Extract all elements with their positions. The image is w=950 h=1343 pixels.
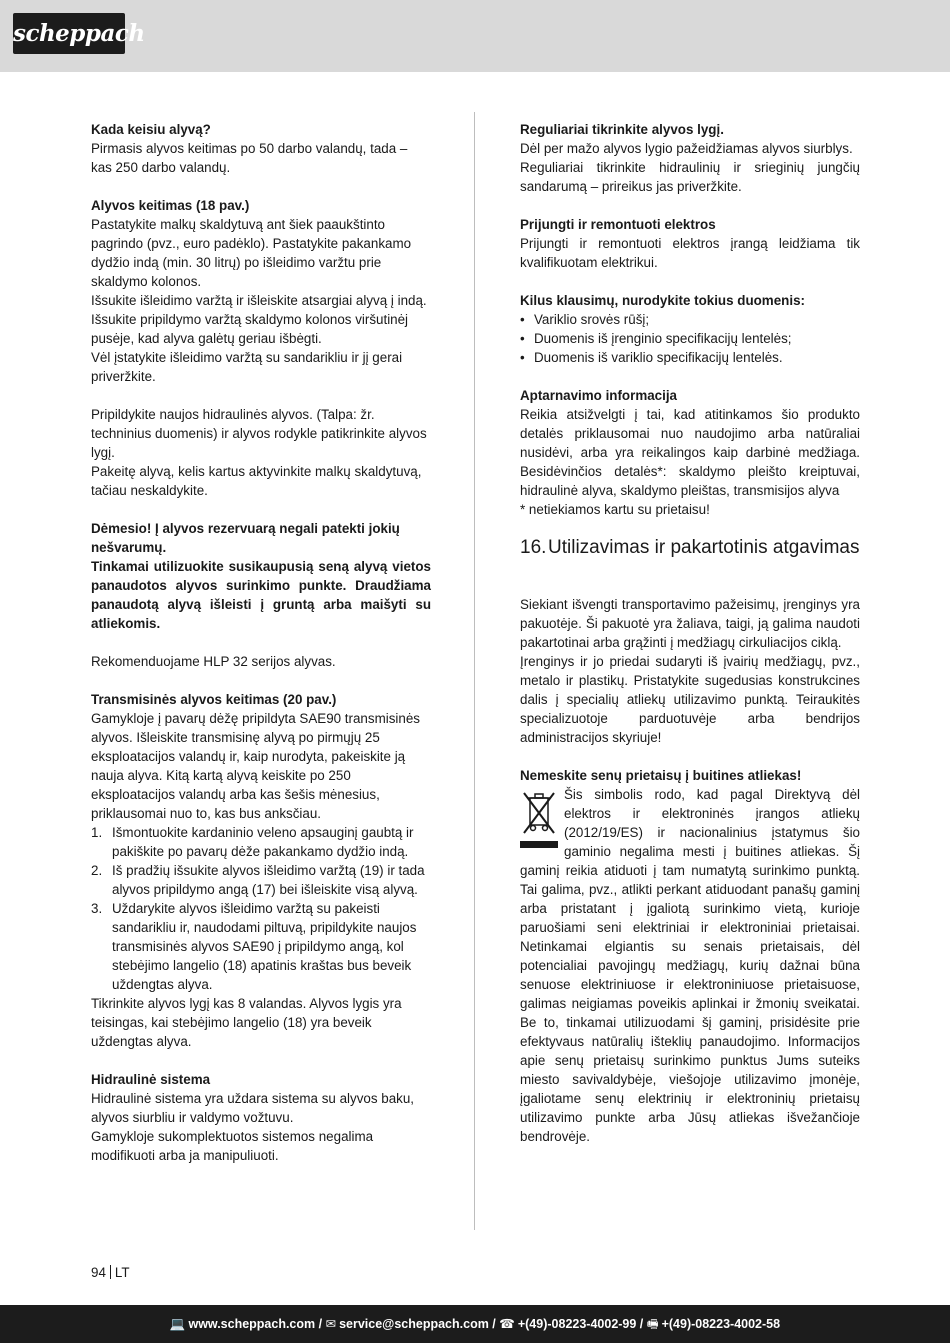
section-title-text: Utilizavimas ir pakartotinis atgavimas	[548, 537, 860, 558]
left-column	[91, 120, 431, 1165]
header-band	[0, 0, 950, 72]
heading-oil-change: Alyvos keitimas (18 pav.)	[91, 198, 250, 213]
paragraph: Išsukite pripildymo varžtą skaldymo kolonos viršutinėj pusėje, kad alyva galėtų geriau išbėgti.	[91, 312, 409, 346]
step-number: 2.	[91, 863, 103, 878]
section-title-16	[520, 538, 860, 557]
crossed-bin-icon	[520, 789, 558, 849]
step-number: 1.	[91, 825, 103, 840]
page-number	[91, 1265, 130, 1281]
fax-icon: 🖷	[646, 1317, 659, 1331]
footer-fax: +(49)-08223-4002-58	[661, 1317, 781, 1331]
step-text: Išmontuokite kardaninio veleno apsauginį gaubtą ir pakiškite po pavarų dėže pakankamo dydžio indą.	[112, 825, 414, 859]
step-text: Uždarykite alyvos išleidimo varžtą su pakeisti sandarikliu ir, naudodami piltuvą, pripildykite naujos transmisinės alyvos SAE90 į pripildymo angą, kol stebėjimo langelio (18) apatinis kraštas bus beveik uždengtas alyva.	[112, 901, 417, 992]
paragraph: Įrenginys ir jo priedai sudaryti iš įvairių medžiagų, pvz., metalo ir plastikų. Pristatykite sugedusias konstrukcines dalis į specialių atliekų utilizavimo punktą. Teiraukitės specializuotoje parduotuvėje arba bendrijos administracijos skyriuje!	[520, 654, 860, 745]
right-column	[520, 120, 860, 1146]
page-number-value: 94	[91, 1265, 106, 1280]
mail-icon: ✉	[325, 1317, 337, 1331]
paragraph: Prijungti ir remontuoti elektros įrangą leidžiama tik kvalifikuotam elektrikui.	[520, 236, 860, 270]
computer-icon: 💻	[169, 1317, 186, 1331]
paragraph: Rekomenduojame HLP 32 serijos alyvas.	[91, 654, 336, 669]
section-number: 16.	[520, 537, 547, 558]
footer-phone: +(49)-08223-4002-99 /	[517, 1317, 644, 1331]
paragraph: Tikrinkite alyvos lygį kas 8 valandas. Alyvos lygis yra teisingas, kai stebėjimo langelio (18) yra beveik uždengtas alyva.	[91, 996, 402, 1049]
paragraph: Pirmasis alyvos keitimas po 50 darbo valandų, tada – kas 250 darbo valandų.	[91, 141, 408, 175]
paragraph: Siekiant išvengti transportavimo pažeisimų, įrenginys yra pakuotėje. Ši pakuotė yra žaliava, taigi, ją galima naudoti pakartotinai arba grąžinti į medžiagų cirkuliacijos ciklą.	[520, 597, 860, 650]
heading-do-not-dispose: Nemeskite senų prietaisų į buitines atliekas!	[520, 768, 802, 783]
paragraph: Pripildykite naujos hidraulinės alyvos. (Talpa: žr. techninius duomenis) ir alyvos rodykle patikrinkite alyvos lygį.	[91, 407, 427, 460]
warning-text: Dėmesio! Į alyvos rezervuarą negali patekti jokių nešvarumų.	[91, 521, 400, 555]
paragraph: Reguliariai tikrinkite hidraulinių ir srieginių jungčių sandarumą – prireikus jas priveržkite.	[520, 160, 860, 194]
list-item	[91, 823, 431, 861]
heading-oil-change-when: Kada keisiu alyvą?	[91, 122, 211, 137]
heading-transmission-oil: Transmisinės alyvos keitimas (20 pav.)	[91, 692, 337, 707]
list-item	[91, 899, 431, 994]
heading-electrical: Prijungti ir remontuoti elektros	[520, 217, 716, 232]
paragraph: Gamykloje į pavarų dėžę pripildyta SAE90 transmisinės alyvos. Išleiskite transmisinę alyvą po pirmųjų 25 eksploatacijos valandų ir, kaip nurodyta, pakeiskite ją nauja alyva. Kitą kartą alyvą keiskite po 250 eksploatacijos valandų arba kas šešis mėnesius, priklausomai nuo to, kas bus anksčiau.	[91, 711, 420, 821]
heading-check-oil-level: Reguliariai tikrinkite alyvos lygį.	[520, 122, 724, 137]
step-text: Iš pradžių išsukite alyvos išleidimo varžtą (19) ir tada alyvos pripildymo angą (17) bei išleiskite visą alyvą.	[112, 863, 425, 897]
paragraph: Reikia atsižvelgti į tai, kad atitinkamos šio produkto detalės priklausomai nuo naudojimo arba natūraliai nusidėvi, arba yra reikalingos kaip darbinė medžiaga. Besidėvinčios detalės*: skaldymo pleišto kreiptuvai, hidraulinė alyva, skaldymo pleištas, transmisijos alyva	[520, 407, 860, 498]
weee-block	[520, 785, 860, 1146]
footer-website: www.scheppach.com /	[188, 1317, 323, 1331]
column-divider	[474, 112, 475, 1230]
paragraph: Vėl įstatykite išleidimo varžtą su sandarikliu ir jį gerai priveržkite.	[91, 350, 403, 384]
language-code: LT	[114, 1265, 130, 1280]
paragraph: Šis simbolis rodo, kad pagal Direktyvą dėl elektros ir elektroninės įrangos atliekų (2012/19/ES) ir nacionalinius įstatymus šio gaminio negalima mesti į buitines atliekas. Šį gaminį reikia atiduoti į tam numatytą surinkimo punktą. Tai galima, pvz., atlikti perkant atiduodant panašų gaminį arba pristatant į įgaliotą surinkimo vietą, kurioje paruošiami seni elektriniai ir elektroniniai prietaisai. Netinkamai elgiantis su senais prietaisais, dėl potencialiai pavojingų medžiagų, kurių dažnai būna senuose elektriniuose ir elektroniniuose prietaisuose, galimas neigiamas poveikis aplinkai ir žmonių sveikatai. Be to, tinkamai utilizuodami šį gaminį, prisidėsite prie efektyvaus natūralių išteklių panaudojimo. Informacijos apie senų prietaisų surinkimo punktus Jums suteiks miesto savivaldybėje, viešojoje utilizavimo įmonėje, įgaliotame senų elektrinių ir elektroninių prietaisų utilizavimo punkte arba Jūsų atliekas išvežančioje bendrovėje.	[520, 787, 860, 1144]
phone-icon: ☎	[499, 1317, 515, 1331]
paragraph: Išsukite išleidimo varžtą ir išleiskite atsargiai alyvą į indą.	[91, 293, 427, 308]
step-number: 3.	[91, 901, 103, 916]
footer-band	[0, 1305, 950, 1343]
heading-service-info: Aptarnavimo informacija	[520, 388, 678, 403]
list-item: • Duomenis iš variklio specifikacijų lentelės.	[520, 348, 860, 367]
list-item: • Variklio srovės rūšį;	[520, 310, 860, 329]
scheppach-logo: scheppach	[13, 13, 125, 54]
list-item: • Duomenis iš įrenginio specifikacijų lentelės;	[520, 329, 860, 348]
heading-questions: Kilus klausimų, nurodykite tokius duomenis:	[520, 293, 805, 308]
list-item	[91, 861, 431, 899]
bullet-list	[520, 310, 860, 367]
paragraph: Dėl per mažo alyvos lygio pažeidžiamas alyvos siurblys.	[520, 141, 853, 156]
paragraph: Gamykloje sukomplektuotos sistemos negalima modifikuoti arba ja manipuliuoti.	[91, 1129, 374, 1163]
paragraph: Pastatykite malkų skaldytuvą ant šiek paaukštinto pagrindo (pvz., euro padėklo). Pastatykite pakankamo dydžio indą (min. 30 litrų) po išleidimo varžtu prie skaldymo kolonos.	[91, 217, 412, 289]
note-text: * netiekiamos kartu su prietaisu!	[520, 502, 710, 517]
heading-hydraulic-system: Hidraulinė sistema	[91, 1072, 211, 1087]
paragraph: Hidraulinė sistema yra uždara sistema su alyvos baku, alyvos siurbliu ir valdymo vožtuvu.	[91, 1091, 415, 1125]
footer-email: service@scheppach.com /	[339, 1317, 496, 1331]
steps-list	[91, 823, 431, 994]
paragraph: Pakeitę alyvą, kelis kartus aktyvinkite malkų skaldytuvą, tačiau neskaldykite.	[91, 464, 422, 498]
warning-text: Tinkamai utilizuokite susikaupusią seną alyvą vietos panaudotos alyvos surinkimo punkte. Draudžiama panaudotą alyvą išleisti į gruntą arba maišyti su atliekomis.	[91, 559, 431, 631]
